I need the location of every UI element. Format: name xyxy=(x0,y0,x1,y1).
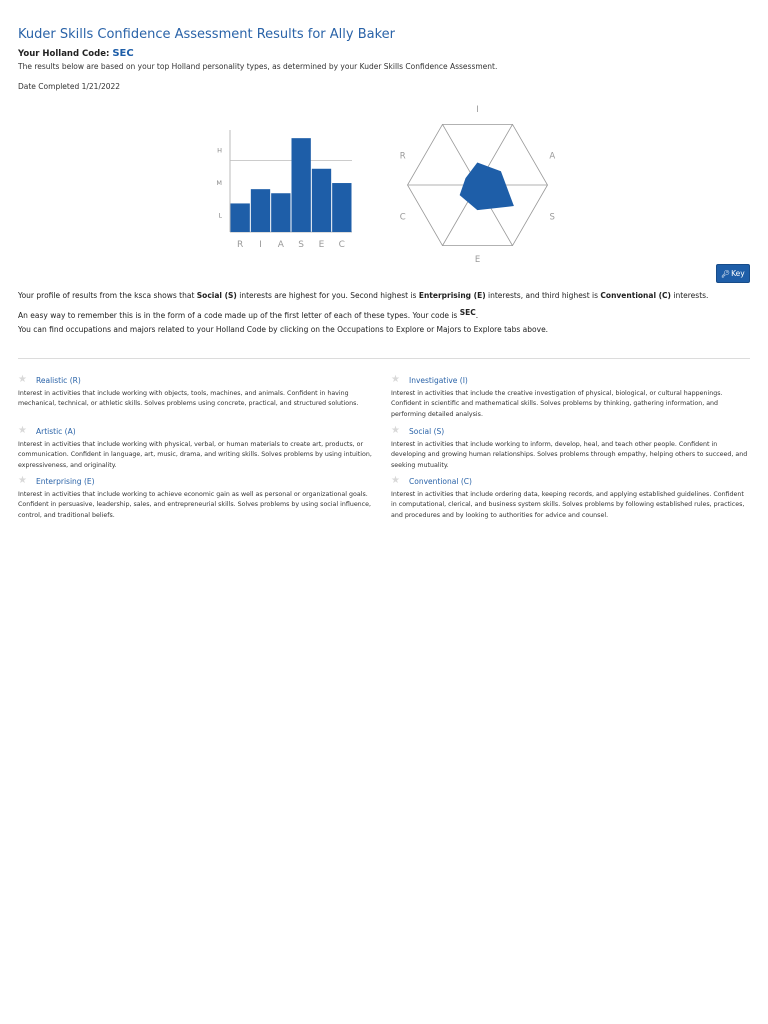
type-name: Realistic (R) xyxy=(36,375,81,385)
radar-axis-label: E xyxy=(474,254,481,265)
bar-C xyxy=(332,183,351,232)
page-title: Kuder Skills Confidence Assessment Results for Ally Baker xyxy=(18,27,396,42)
type-investigative xyxy=(391,374,751,420)
date-completed: Date Completed 1/21/2022 xyxy=(18,82,121,91)
bar-I xyxy=(251,189,270,232)
star-icon[interactable]: ★ xyxy=(391,475,400,486)
x-tick-label: R xyxy=(237,240,244,250)
star-icon[interactable]: ★ xyxy=(391,425,400,436)
type-conventional xyxy=(391,475,751,521)
type-name: Artistic (A) xyxy=(36,426,76,436)
section-divider xyxy=(18,358,750,359)
x-tick-label: C xyxy=(338,240,345,250)
type-realistic xyxy=(18,374,378,410)
intro-text: The results below are based on your top Holland personality types, as determined by your Kuder Skills Confidence Assessment. xyxy=(18,62,498,71)
summary-line-1: Your profile of results from the ksca shows that Social (S) interests are highest for you. Second highest is Enterprising (E) interests, and third highest is Conventional (C) interests. xyxy=(18,291,709,300)
type-description: Interest in activities that include ordering data, keeping records, and applying established guidelines. Confident in computational, clerical, and business system skills. Solves problems by following established rules, practices, and procedures and by looking to authorities for advice and counsel. xyxy=(391,491,745,519)
radar-chart xyxy=(395,100,570,265)
summary-code: SEC xyxy=(459,308,476,317)
type-artistic xyxy=(18,425,378,471)
type-description: Interest in activities that include the creative investigation of physical, biological, or cultural happenings. Confident in scientific and mathematical skills. Solves problems by thinking, gathering information, and performing detailed analysis. xyxy=(391,390,723,418)
star-icon[interactable]: ★ xyxy=(18,425,27,436)
x-tick-label: A xyxy=(277,240,284,250)
holland-code-value: SEC xyxy=(112,48,134,59)
bar-R xyxy=(231,203,250,232)
y-tick-label: H xyxy=(217,146,222,155)
summary-line-3: You can find occupations and majors related to your Holland Code by clicking on the Occupations to Explore or Majors to Explore tabs above. xyxy=(18,325,549,334)
key-icon: 🔑︎ xyxy=(721,269,731,278)
x-tick-label: E xyxy=(318,240,325,250)
radar-axis-label: I xyxy=(476,105,479,116)
type-name: Conventional (C) xyxy=(409,476,472,486)
type-name: Social (S) xyxy=(409,426,445,436)
type-enterprising xyxy=(18,475,378,521)
radar-axis-label: A xyxy=(549,151,556,162)
type-description: Interest in activities that include working with objects, tools, machines, and animals. Confident in having mechanical, technical, or athletic skills. Solves problems using concrete, practical, and structured solutions. xyxy=(18,390,359,408)
key-button-label: Key xyxy=(731,269,745,278)
type-description: Interest in activities that include working to inform, develop, heal, and teach other people. Confident in developing and growing human relationships. Solves problems through empathy, helping others to succeed, and seeking mutuality. xyxy=(391,441,748,469)
star-icon[interactable]: ★ xyxy=(391,374,400,385)
bar-S xyxy=(292,138,311,232)
type-name: Enterprising (E) xyxy=(36,476,95,486)
x-tick-label: I xyxy=(259,240,262,250)
summary-line-2: An easy way to remember this is in the form of a code made up of the first letter of each of these types. Your code is $^{SEC}$. xyxy=(18,308,479,320)
type-description: Interest in activities that include working to achieve economic gain as well as personal or organizational goals. Confident in persuasive, leadership, sales, and entrepreneurial skills. Solves problems by using social influence, control, and traditional beliefs. xyxy=(18,491,372,519)
y-tick-label: M xyxy=(216,179,222,188)
radar-axis-label: S xyxy=(549,212,555,223)
star-icon[interactable]: ★ xyxy=(18,374,27,385)
bar-E xyxy=(312,169,331,232)
x-tick-label: S xyxy=(298,240,305,250)
radar-area xyxy=(460,163,513,210)
radar-axis-label: R xyxy=(399,151,406,162)
holland-code-line xyxy=(18,48,134,59)
radar-axis-label: C xyxy=(399,212,406,223)
bar-A xyxy=(271,193,290,232)
bar-chart xyxy=(200,120,370,260)
type-name: Investigative (I) xyxy=(409,375,468,385)
key-button[interactable] xyxy=(716,264,750,283)
type-description: Interest in activities that include working with physical, verbal, or human materials to create art, products, or communication. Confident in language, art, music, drama, and writing skills. Solves problems by using intuition, expressiveness, and originality. xyxy=(18,441,372,469)
holland-code-label: Your Holland Code: xyxy=(18,49,110,59)
star-icon[interactable]: ★ xyxy=(18,475,27,486)
type-social xyxy=(391,425,751,471)
y-tick-label: L xyxy=(218,211,222,220)
